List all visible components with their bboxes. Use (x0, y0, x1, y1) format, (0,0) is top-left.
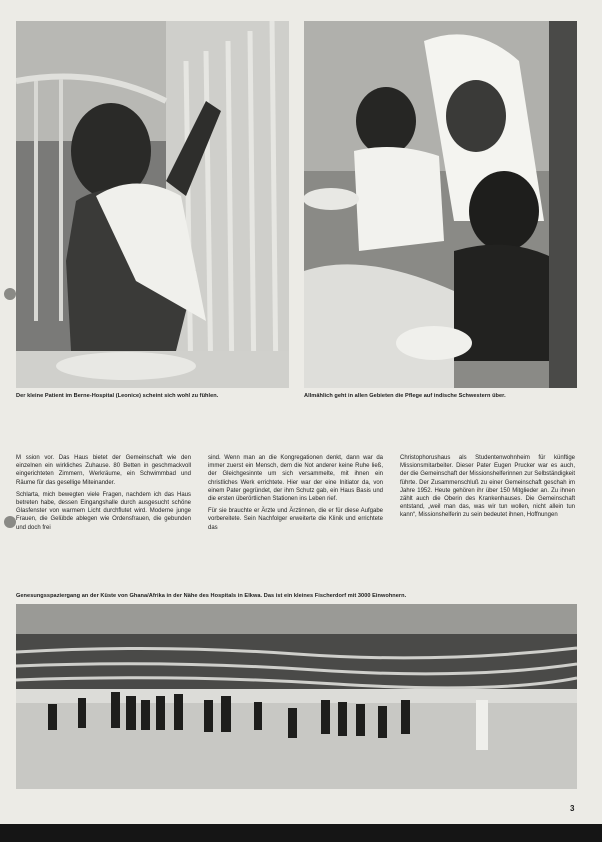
photo-nurse-with-children (304, 21, 577, 388)
punch-hole (4, 288, 16, 300)
paragraph: Christophorushaus als Studentenwohnheim für künftige Missionsmitarbeiter. Dieser Pater Eugen Prucker war es auch, der die Gemeinschaft der Missionshelferinnen zur Selbständigkeit führte. Der Zusammenschluß zu einer Gemeinschaft geschah im Jahre 1952. Heute gehören ihr über 150 Mitglieder an. Zu ihnen zählt auch die Oberin des Krankenhauses. Die Gemeinschaft entstand, „weil man das, was wir tun wollen, nicht allein tun kann“, Missionshelferin zu sein bedeutet ihnen, Hoffnungen (400, 455, 575, 519)
page-number: 3 (570, 804, 575, 813)
paragraph: sind. Wenn man an die Kongregationen denkt, dann war da immer zuerst ein Mensch, dem die Not anderer keine Ruhe ließ, der Gleichgesinnte um sich versammelte, mit ihnen ein christliches Werk errichtete. Hier war der eine Initiator da, von einem Pater gegründet, der ihm Schutz gab, ein Haus Basis und die ersten überörtlichen Stationen ins Leben rief. (208, 455, 383, 503)
photo-child-in-crib (16, 21, 289, 388)
punch-hole (4, 516, 16, 528)
paragraph: Für sie brauchte er Ärzte und Ärztinnen, die er für diese Aufgabe vorbereitete. Sein Nachfolger erweiterte die Klinik und errichtete das (208, 508, 383, 531)
text-column-1 (16, 454, 191, 536)
scan-edge-bar (0, 824, 602, 842)
caption-beach-photo: Genesungsspaziergang an der Küste von Ghana/Afrika in der Nähe des Hospitals in Elkwa. Das ist ein kleines Fischerdorf mit 3000 Einwohnern. (16, 593, 407, 599)
text-column-2 (208, 454, 383, 536)
text-column-3 (400, 454, 575, 524)
caption-right-photo: Allmählich geht in allen Gebieten die Pflege auf indische Schwestern über. (304, 393, 506, 399)
caption-left-photo: Der kleine Patient im Berne-Hospital (Leonice) scheint sich wohl zu fühlen. (16, 393, 219, 399)
paragraph: M ssion vor. Das Haus bietet der Gemeinschaft wie den einzelnen ein wirkliches Zuhause. 80 Betten in geschmackvoll eingerichteten Zimmern, Werkräume, ein Schwimmbad und Räume für das gesellige Miteinander. (16, 455, 191, 486)
photo-beach-walk (16, 604, 577, 789)
paragraph: Schlarta, mich bewegten viele Fragen, nachdem ich das Haus betreten habe, dessen Eingangshalle durch ausgesucht schöne Glasfenster von warmem Licht durchflutet wird. Moderne junge Frauen, die Gelübde ablegen wie Ordensfrauen, die gebunden und doch frei (16, 491, 191, 531)
